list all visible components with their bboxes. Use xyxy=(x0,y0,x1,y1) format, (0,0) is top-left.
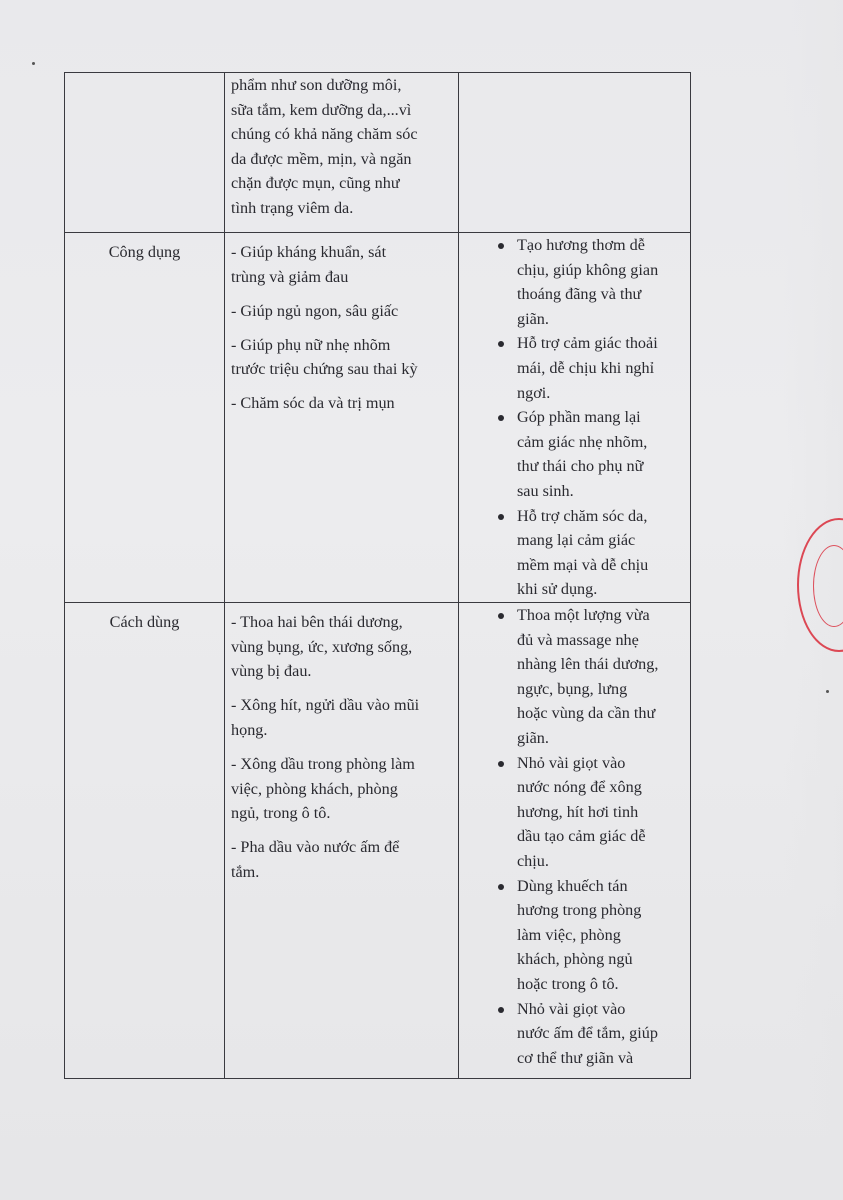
cach-dung-bullet-cell xyxy=(459,603,691,1079)
table-row-continuation xyxy=(65,73,691,233)
text-line: hương, hít hơi tinh xyxy=(517,802,639,821)
text-line: - Thoa hai bên thái dương, xyxy=(231,613,403,631)
text-line: nước nóng để xông xyxy=(517,778,642,797)
paragraph xyxy=(231,240,452,289)
text-line: vùng bị đau. xyxy=(231,662,312,681)
bullet-dot-icon xyxy=(498,243,504,249)
empty-label-cell xyxy=(65,73,225,233)
paragraph xyxy=(231,693,452,742)
text-line: Nhỏ vài giọt vào xyxy=(517,999,626,1018)
text-line: - Xông hít, ngửi dầu vào mũi xyxy=(231,696,420,715)
paragraph xyxy=(231,333,452,382)
text-line: Góp phần mang lại xyxy=(517,408,641,427)
row-label-cach-dung: Cách dùng xyxy=(65,603,225,1079)
bullet-list xyxy=(459,233,690,602)
text-line: trước triệu chứng sau thai kỳ xyxy=(231,360,418,379)
text-line: - Giúp kháng khuẩn, sát xyxy=(231,243,387,261)
text-line: da được mềm, mịn, và ngăn xyxy=(231,149,412,168)
text-line: nước ấm để tắm, giúp xyxy=(517,1024,658,1043)
bullet-item xyxy=(517,751,690,874)
text-line: - Giúp phụ nữ nhẹ nhõm xyxy=(231,335,391,354)
text-line: chịu. xyxy=(517,851,549,870)
text-line: dầu tạo cảm giác dễ xyxy=(517,827,646,846)
paper-speck xyxy=(32,62,35,65)
text-line: Tạo hương thơm dễ xyxy=(517,236,645,254)
bullet-dot-icon xyxy=(498,884,504,890)
text-line: - Giúp ngủ ngon, sâu giấc xyxy=(231,301,399,320)
bullet-dot-icon xyxy=(498,514,504,520)
text-line: Thoa một lượng vừa xyxy=(517,606,650,624)
text-line: tắm. xyxy=(231,862,260,881)
continuation-paragraph xyxy=(231,73,452,221)
bullet-item xyxy=(517,874,690,997)
bullet-dot-icon xyxy=(498,1007,504,1013)
text-line: Hỗ trợ cảm giác thoải xyxy=(517,334,658,353)
text-line: ngơi. xyxy=(517,383,551,402)
text-line: Hỗ trợ chăm sóc da, xyxy=(517,506,648,525)
text-line: Nhỏ vài giọt vào xyxy=(517,753,626,772)
cong-dung-description-cell xyxy=(225,233,459,603)
bullet-item xyxy=(517,504,690,602)
text-line: cảm giác nhẹ nhõm, xyxy=(517,432,648,451)
bullet-item xyxy=(517,405,690,503)
product-info-table xyxy=(64,72,691,1079)
text-line: ngực, bụng, lưng xyxy=(517,679,628,698)
continuation-text-cell xyxy=(225,73,459,233)
bullet-dot-icon xyxy=(498,415,504,421)
text-line: đủ và massage nhẹ xyxy=(517,630,639,649)
text-line: chặn được mụn, cũng như xyxy=(231,174,400,193)
cach-dung-description-cell xyxy=(225,603,459,1079)
text-line: thư thái cho phụ nữ xyxy=(517,457,644,476)
text-line: phẩm như son dưỡng môi, xyxy=(231,76,402,94)
text-line: họng. xyxy=(231,720,268,739)
text-line: ngủ, trong ô tô. xyxy=(231,804,331,823)
bullet-item xyxy=(517,233,690,331)
text-line: khi sử dụng. xyxy=(517,580,598,599)
text-line: Dùng khuếch tán xyxy=(517,876,628,895)
text-line: nhàng lên thái dương, xyxy=(517,655,659,674)
text-line: hoặc trong ô tô. xyxy=(517,974,619,993)
text-line: vùng bụng, ức, xương sống, xyxy=(231,637,413,656)
text-line: khách, phòng ngủ xyxy=(517,950,633,969)
bullet-item xyxy=(517,331,690,405)
row-label-cong-dung: Công dụng xyxy=(65,233,225,603)
table-row-cach-dung xyxy=(65,603,691,1079)
text-line: chịu, giúp không gian xyxy=(517,260,659,279)
paragraph xyxy=(231,391,452,416)
paragraph xyxy=(231,299,452,324)
text-line: - Pha dầu vào nước ấm để xyxy=(231,838,400,857)
text-line: - Chăm sóc da và trị mụn xyxy=(231,394,395,413)
text-line: cơ thể thư giãn và xyxy=(517,1048,634,1067)
cong-dung-bullet-cell xyxy=(459,233,691,603)
text-line: hương trong phòng xyxy=(517,901,642,920)
text-line: mái, dễ chịu khi nghỉ xyxy=(517,358,655,377)
text-line: - Xông dầu trong phòng làm xyxy=(231,754,415,773)
text-line: trùng và giảm đau xyxy=(231,267,349,286)
paper-speck xyxy=(826,690,829,693)
text-line: tình trạng viêm da. xyxy=(231,198,354,217)
bullet-dot-icon xyxy=(498,341,504,347)
bullet-dot-icon xyxy=(498,613,504,619)
bullet-item xyxy=(517,603,690,751)
text-line: chúng có khả năng chăm sóc xyxy=(231,125,418,144)
text-line: thoáng đãng và thư xyxy=(517,285,642,304)
paragraph xyxy=(231,752,452,826)
text-line: mềm mại và dễ chịu xyxy=(517,555,649,574)
text-line: sữa tắm, kem dưỡng da,...vì xyxy=(231,100,412,119)
bullet-list xyxy=(459,603,690,1070)
text-line: làm việc, phòng xyxy=(517,925,621,944)
empty-cell xyxy=(459,73,691,233)
bullet-dot-icon xyxy=(498,761,504,767)
text-line: hoặc vùng da cần thư xyxy=(517,704,656,723)
text-line: giãn. xyxy=(517,728,549,747)
text-line: việc, phòng khách, phòng xyxy=(231,779,398,798)
table-row-cong-dung xyxy=(65,233,691,603)
text-line: giãn. xyxy=(517,309,549,328)
text-line: mang lại cảm giác xyxy=(517,531,636,550)
paragraph xyxy=(231,610,452,684)
paragraph xyxy=(231,835,452,884)
text-line: sau sinh. xyxy=(517,481,574,500)
bullet-item xyxy=(517,997,690,1071)
